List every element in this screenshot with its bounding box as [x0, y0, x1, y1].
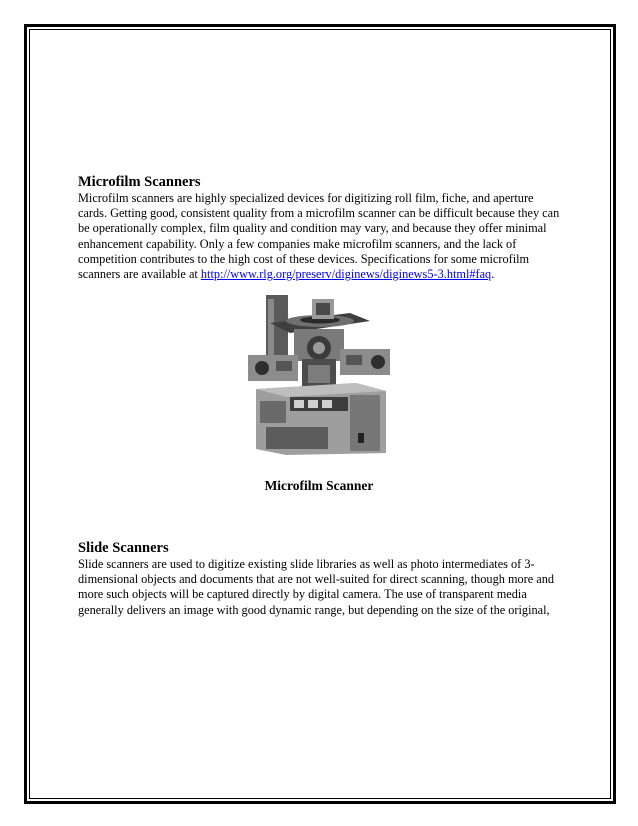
microfilm-body [78, 191, 562, 282]
microfilm-body-text: Microfilm scanners are highly specialized devices for digitizing roll film, fiche, and aperture cards. Getting good, consistent quality from a microfilm scanner can be difficult because they can be operationally complex, film quality and condition may vary, and because they offer minimal enhancement capability. Only a few companies make microfilm scanners, and the lack of competition contributes to the high cost of these devices. Specifications for some microfilm scanners are available at [78, 191, 560, 282]
microfilm-heading: Microfilm Scanners [78, 174, 201, 190]
microfilm-scanner-image [246, 293, 392, 456]
slide-section [78, 540, 562, 618]
specs-link[interactable]: http://www.rlg.org/preserv/diginews/diginews5-3.html#faq [200, 267, 492, 282]
slide-body: Slide scanners are used to digitize existing slide libraries as well as photo intermediates of 3-dimensional objects and documents that are not well-suited for direct scanning, though more and more such objects will be captured directly by digital camera. The use of transparent media generally delivers an image with good dynamic range, but depending on the size of the original, [78, 557, 555, 617]
figure-caption: Microfilm Scanner [264, 478, 374, 493]
microfilm-section [78, 174, 562, 282]
slide-heading: Slide Scanners [78, 540, 169, 556]
microfilm-body-end: . [491, 267, 495, 282]
